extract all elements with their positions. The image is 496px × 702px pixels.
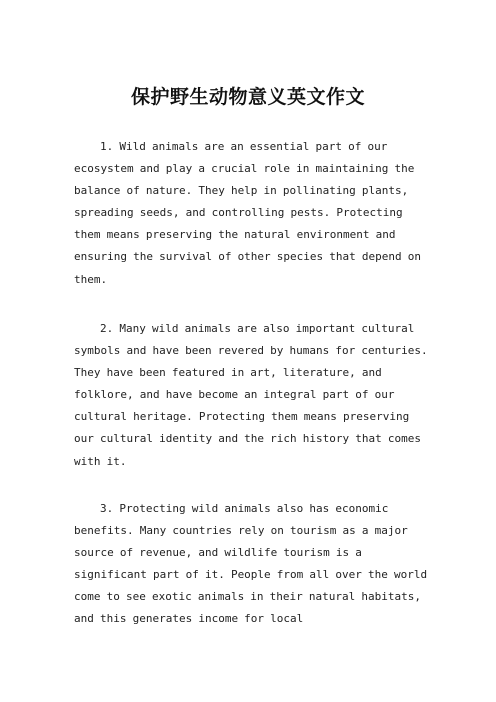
paragraph-3: 3. Protecting wild animals also has economic benefits. Many countries rely on tourism as a major source of revenue, and wildlife tourism is a significant part of it. People from all over the world come to see exotic animals in their natural habitats, and this generates income for local [74,502,428,626]
paragraph-1: 1. Wild animals are an essential part of our ecosystem and play a crucial role in maintaining the balance of nature. They help in pollinating plants, spreading seeds, and controlling pests. Protecting them means preserving the natural environment and ensuring the survival of other species that depend on them. [74,140,421,286]
paragraph-2: 2. Many wild animals are also important cultural symbols and have been revered by humans for centuries. They have been featured in art, literature, and folklore, and have become an integral part of our cultural heritage. Protecting them means preserving our cultural identity and the rich history that comes with it. [74,322,428,468]
document-title: 保护野生动物意义英文作文 [130,86,365,108]
